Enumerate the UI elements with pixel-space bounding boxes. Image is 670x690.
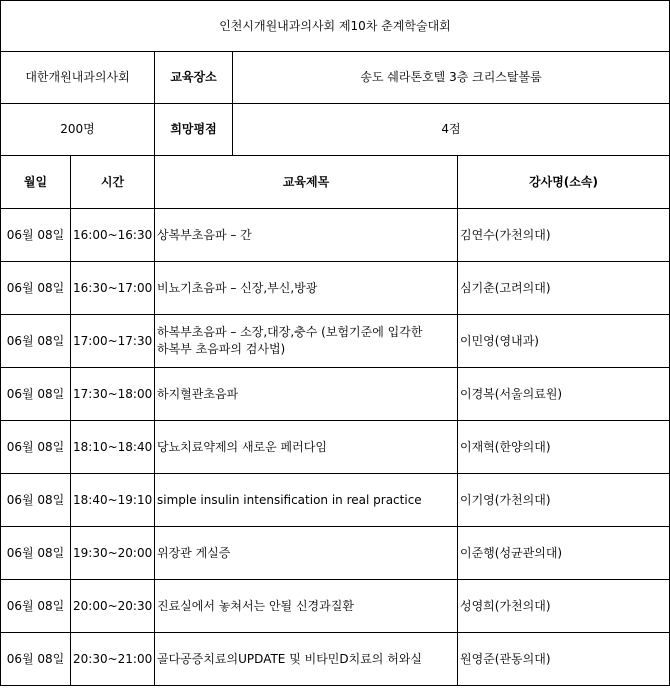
table-row: [1, 368, 670, 421]
session-time: 17:30~18:00: [71, 368, 155, 421]
session-speaker: 이재혁(한양의대): [458, 421, 670, 474]
session-date: 06월 08일: [1, 474, 71, 527]
table-row: [1, 580, 670, 633]
session-topic: 하지혈관초음파: [155, 368, 458, 421]
header-row: [1, 156, 670, 209]
session-speaker: 김연수(가천의대): [458, 209, 670, 262]
venue-value: 송도 쉐라톤호텔 3층 크리스탈볼룸: [233, 52, 670, 104]
session-date: 06월 08일: [1, 580, 71, 633]
table-row: [1, 474, 670, 527]
session-date: 06월 08일: [1, 633, 71, 686]
document-title: 인천시개원내과의사회 제10차 춘계학술대회: [1, 1, 670, 52]
points-value: 4점: [233, 104, 670, 156]
venue-label: 교육장소: [155, 52, 233, 104]
session-time: 18:10~18:40: [71, 421, 155, 474]
session-speaker: 이준행(성균관의대): [458, 527, 670, 580]
session-date: 06월 08일: [1, 527, 71, 580]
session-time: 18:40~19:10: [71, 474, 155, 527]
session-date: 06월 08일: [1, 315, 71, 368]
session-topic: 비뇨기초음파 – 신장,부신,방광: [155, 262, 458, 315]
venue-row: [1, 52, 670, 104]
session-topic: 진료실에서 놓쳐서는 안될 신경과질환: [155, 580, 458, 633]
session-speaker: 성영희(가천의대): [458, 580, 670, 633]
table-row: [1, 527, 670, 580]
session-time: 20:30~21:00: [71, 633, 155, 686]
session-time: 19:30~20:00: [71, 527, 155, 580]
session-topic: simple insulin intensification in real practice: [155, 474, 458, 527]
session-topic: 상복부초음파 – 간: [155, 209, 458, 262]
table-row: [1, 209, 670, 262]
session-time: 16:30~17:00: [71, 262, 155, 315]
session-time: 17:00~17:30: [71, 315, 155, 368]
session-speaker: 이경복(서울의료원): [458, 368, 670, 421]
table-row: [1, 262, 670, 315]
title-row: [1, 1, 670, 52]
column-header-date: 월일: [1, 156, 71, 209]
session-time: 16:00~16:30: [71, 209, 155, 262]
table-row: [1, 315, 670, 368]
session-topic: 하복부초음파 – 소장,대장,충수 (보험기준에 입각한 하복부 초음파의 검사법): [155, 315, 458, 368]
table-row: [1, 633, 670, 686]
session-date: 06월 08일: [1, 421, 71, 474]
session-time: 20:00~20:30: [71, 580, 155, 633]
session-speaker: 원영준(관동의대): [458, 633, 670, 686]
points-label: 희망평점: [155, 104, 233, 156]
attendance-value: 200명: [1, 104, 155, 156]
session-date: 06월 08일: [1, 368, 71, 421]
points-row: [1, 104, 670, 156]
session-topic: 위장관 게실증: [155, 527, 458, 580]
table-row: [1, 421, 670, 474]
column-header-topic: 교육제목: [155, 156, 458, 209]
session-date: 06월 08일: [1, 209, 71, 262]
session-speaker: 심기춘(고려의대): [458, 262, 670, 315]
column-header-speaker: 강사명(소속): [458, 156, 670, 209]
column-header-time: 시간: [71, 156, 155, 209]
organizer-value: 대한개원내과의사회: [1, 52, 155, 104]
session-date: 06월 08일: [1, 262, 71, 315]
session-topic: 당뇨치료약제의 새로운 페러다임: [155, 421, 458, 474]
session-speaker: 이민영(영내과): [458, 315, 670, 368]
session-speaker: 이기영(가천의대): [458, 474, 670, 527]
session-topic: 골다공증치료의UPDATE 및 비타민D치료의 허와실: [155, 633, 458, 686]
